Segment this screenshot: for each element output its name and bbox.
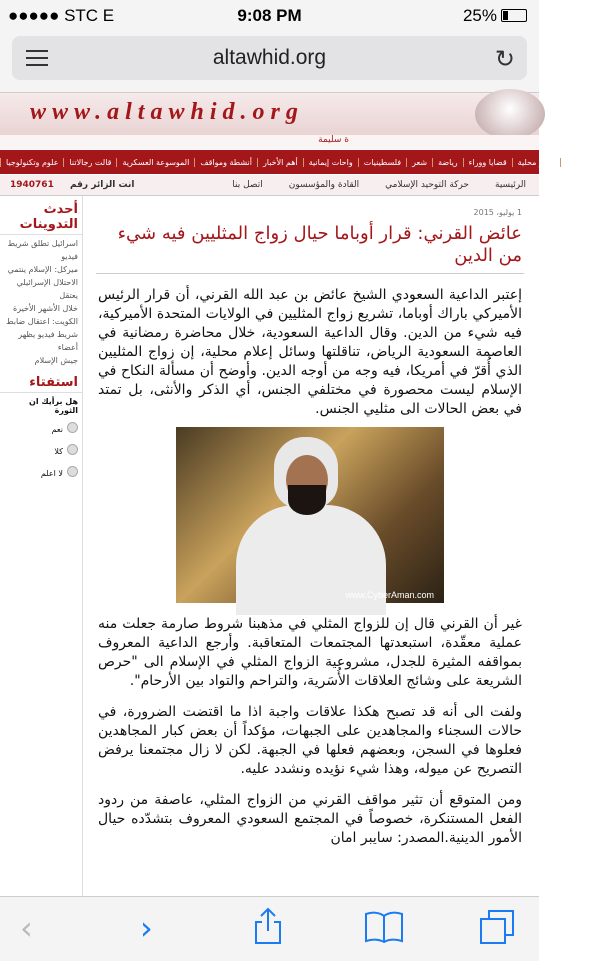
article-paragraph: إعتبر الداعية السعودي الشيخ عائض بن عبد الله القرني، أن قرار الرئيس الأميركي باراك أوباما، تشريع زواج المثليين في الولايات المتحدة الأميركية، فيه شيء من الدين. وقال الداعية السعودية، خلال محاضرة رمضانية في العاصمة السعودية الرياض، تناقلتها وسائل إعلام محلية، إن زواج المثليين الذي أُقرّ في أمريكا، فيه وجه من أوجه الدين. وأوضح أن مسألة النكاح في الإسلام ليست محصورة في مختلفي الجنس، أي الذكر والأنثى، بل تمتد في بعض الحالات الى مثليي الجنس.	[98, 287, 522, 417]
nav-item[interactable]: الموسوعة العسكرية	[116, 158, 194, 167]
poll-option-no[interactable]	[0, 441, 82, 463]
article	[92, 196, 528, 896]
carrier: ●●●●● STC E	[8, 6, 115, 25]
latest-post-link[interactable]: جيش الإسلام	[34, 356, 78, 365]
latest-posts-list	[0, 235, 82, 369]
photo-watermark: www.CyberAman.com	[345, 590, 434, 600]
category-nav	[0, 150, 601, 174]
browser-address-bar	[0, 32, 539, 93]
poll-option-label: نعم	[51, 425, 63, 434]
article-photo	[176, 427, 444, 603]
latest-post-link[interactable]: خلال الأشهر الأخيرة	[13, 304, 78, 313]
url-text[interactable]: altawhid.org	[212, 46, 327, 69]
nav-leaders[interactable]: القادة والمؤسسون	[288, 180, 360, 190]
battery-icon	[501, 9, 527, 22]
latest-post-link[interactable]: شريط فيديو يظهر أعضاء	[18, 330, 78, 352]
article-title[interactable]: عائض القرني: قرار أوباما حيال زواج المثليين فيه شيء من الدين	[117, 223, 522, 266]
subtitle-text: ة سليمة	[318, 135, 349, 145]
battery	[463, 6, 527, 26]
latest-post-link[interactable]: ميركل: الإسلام ينتمي	[7, 265, 78, 274]
nav-item[interactable]: واحات إيمانية	[303, 158, 358, 167]
nav-item[interactable]: علوم وتكنولوجيا	[0, 158, 63, 167]
browser-toolbar	[0, 896, 539, 961]
poll-option-label: لا اعلم	[40, 469, 63, 478]
latest-post-link[interactable]: اسرائيل تطلق شريط فيديو	[7, 239, 78, 261]
reload-icon[interactable]: ↻	[494, 45, 515, 73]
sidebar	[0, 196, 83, 896]
nav-item[interactable]: قضايا ووراء	[463, 158, 512, 167]
nav-contact[interactable]: اتصل بنا	[232, 180, 263, 190]
nav-item[interactable]: أنشطة ومواقف	[194, 158, 257, 167]
main-nav	[0, 175, 539, 196]
photo-beard	[288, 485, 326, 515]
poll-heading: استفتاء	[0, 369, 82, 393]
tabs-icon[interactable]	[479, 909, 517, 955]
article-paragraph: ولفت الى أنه قد تصبح هكذا علاقات واجبة اذا ما اقتضت الضرورة، في حالات السجناء والمجاهدين على الجبهات، مؤكداً أن بعض كبار المجاهدين فعلوها في السجن، وبعضهم فعلها في الجبهة. لكن لا زال مجتمعنا يرفض التصريح عن ميوله، وهذا شيء نؤيده ونشدد عليه.	[98, 704, 522, 777]
nav-item[interactable]: أخبار دولية	[560, 158, 606, 167]
banner-text[interactable]: www.altawhid.org	[30, 99, 304, 125]
poll-option-yes[interactable]	[0, 419, 82, 441]
latest-post-link[interactable]: الكويت: اعتقال ضابط	[6, 317, 78, 326]
latest-posts-heading: أحدث التدوينات	[0, 196, 82, 235]
latest-post-link[interactable]: الاحتلال الإسرائيلي يعتقل	[16, 278, 78, 300]
battery-percent: 25%	[462, 6, 497, 25]
radio-icon[interactable]	[67, 422, 78, 433]
site-subtitle	[0, 135, 539, 149]
url-field[interactable]	[12, 36, 527, 80]
nav-item[interactable]: أخبار محلية	[512, 158, 560, 167]
nav-home[interactable]: الرئيسية	[495, 180, 526, 190]
clock: 9:08 PM	[237, 6, 302, 25]
radio-icon[interactable]	[67, 466, 78, 477]
nav-item[interactable]: شعر	[406, 158, 432, 167]
forward-button[interactable]: ›	[140, 909, 153, 947]
book-icon[interactable]	[364, 911, 404, 951]
visitor-count: 1940761	[10, 180, 54, 190]
poll-question: هل برأيك ان الثورة	[28, 397, 78, 415]
article-paragraph: ومن المتوقع أن تثير مواقف القرني من الزواج المثلي، عاصفة من ردود الفعل المستنكرة، خصوصاً في المجتمع السعودي المعروف بتشدّده حيال الأمور الدينية.المصدر: سايبر امان	[98, 792, 522, 846]
back-button[interactable]: ‹	[20, 909, 33, 947]
nav-item[interactable]: رياضة	[432, 158, 463, 167]
status-bar	[0, 0, 539, 32]
nav-item[interactable]: قالت رجالاتنا	[63, 158, 116, 167]
divider	[96, 273, 524, 274]
nav-item[interactable]: فلسطينيات	[358, 158, 406, 167]
site-banner	[0, 93, 539, 135]
nav-movement[interactable]: حركة التوحيد الإسلامي	[385, 180, 469, 190]
radio-icon[interactable]	[67, 444, 78, 455]
visitor-counter	[0, 180, 161, 190]
article-paragraph: غير أن القرني قال إن للزواج المثلي في مذهبنا شروط صارمة جعلت منه عملية معقّدة، استبعدتها المجتمعات المتعاقبة. وأرجع الداعية المعروف بمواقفه المثيرة للجدل، مشروعية الزواج المثلي في الإسلام الى "حرص الشريعة على وشائج العلاقات الأُسَرية، والتراحم والتواد بين الأرحام".	[98, 616, 522, 689]
poll-option-label: كلا	[54, 447, 63, 456]
nav-item[interactable]: أهم الأخبار	[257, 158, 303, 167]
site-logo	[475, 89, 545, 139]
article-date: 1 يوليو، 2015	[473, 208, 522, 217]
share-icon[interactable]	[253, 907, 283, 953]
visitor-label: انت الزائر رقم	[69, 180, 135, 190]
poll-option-unknown[interactable]	[0, 463, 82, 485]
